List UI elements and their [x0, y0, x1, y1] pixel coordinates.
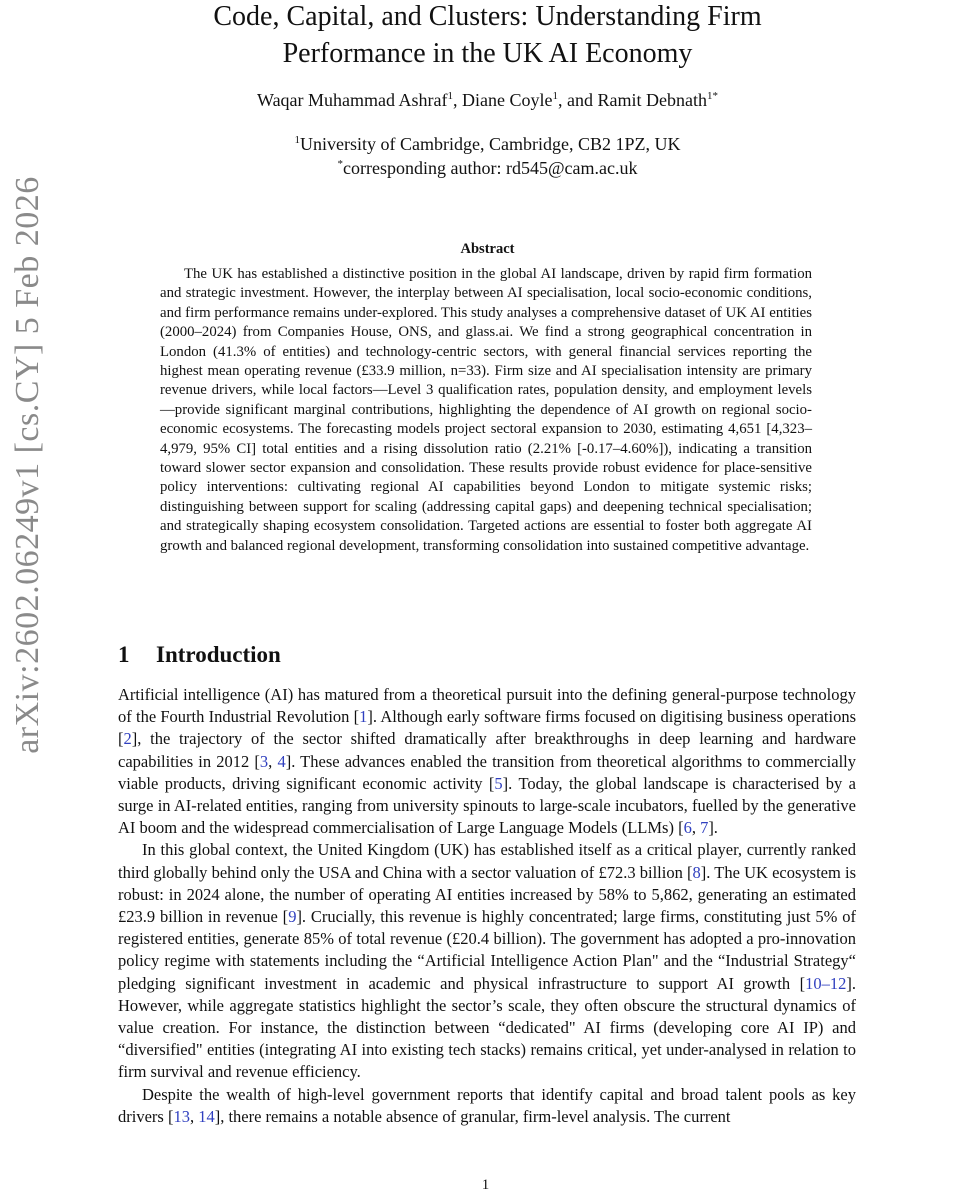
paragraph-text: ]. These advances enabled the transition from theoretical algorithms to commercially viable products, driving significant economic activity [: [118, 751, 857, 793]
citation-link[interactable]: 4: [277, 751, 286, 771]
citation-link[interactable]: 8: [692, 862, 701, 882]
paragraph-text: ], there remains a notable absence of granular, firm-level analysis. The current: [214, 1106, 731, 1126]
citation-link[interactable]: 7: [700, 818, 709, 838]
section-heading: [118, 640, 281, 670]
citation-link[interactable]: 3: [259, 751, 269, 771]
citation-link[interactable]: 9: [288, 907, 297, 927]
paragraph-text: ,: [268, 751, 278, 771]
abstract-text: The UK has established a distinctive position in the global AI landscape, driven by rapid firm formation and strategic investment. However, the interplay between AI specialisation, local socio-economic conditions, and firm performance remains under-explored. This study analyses a comprehensive dataset of UK AI entities (2000–2024) from Companies House, ONS, and glass.ai. We find a strong geographical concentration in London (41.3% of entities) and technology-centric sectors, with general financial services reporting the highest mean operating revenue (£33.9 million, n=33). Firm size and AI specialisation intensity are primary revenue drivers, while local factors—Level 3 qualification rates, population density, and employment levels—provide significant marginal contributions, highlighting the dependence of AI growth on regional socio-economic ecosystems. The forecasting models project sectoral expansion to 2030, estimating 4,651 [4,323–4,979, 95% CI] total entities and a rising dissolution ratio (2.21% [-0.17–4.60%]), indicating a transition toward slower sector expansion and consolidation. These results provide robust evidence for place-sensitive policy interventions: cultivating regional AI capabilities beyond London to mitigate systemic risks; distinguishing between support for scaling (addressing capital gaps) and deepening technical specialisation; and strategically shaping ecosystem consolidation. Targeted actions are essential to foster both aggregate AI growth and balanced regional development, transforming consolidation into sustained competitive advantage.: [160, 266, 812, 554]
paragraph-text: ].: [708, 818, 718, 838]
arxiv-identifier: arXiv:2602.06249v1 [cs.CY] 5 Feb 2026: [9, 176, 46, 754]
abstract-heading: Abstract: [460, 241, 515, 257]
citation-link[interactable]: 1: [359, 707, 368, 727]
author-name: Diane Coyle: [462, 90, 553, 110]
author-affiliation-mark: 1: [447, 90, 454, 102]
section-title-text: Introduction: [156, 642, 281, 667]
corresponding-author-text: corresponding author: rd545@cam.ac.uk: [343, 158, 638, 178]
affiliation-text: University of Cambridge, Cambridge, CB2 1PZ, UK: [300, 134, 681, 154]
paragraph-text: ]. The UK ecosystem is robust: in 2024 alone, the number of operating AI entities increased by 58% to 5,862, generating an estimated £23.9 billion in revenue [: [118, 862, 856, 927]
author-name: Waqar Muhammad Ashraf: [257, 90, 448, 110]
paragraph-text: ,: [691, 818, 701, 838]
paragraph-text: In this global context, the United Kingdom (UK) has established itself as a critical player, currently ranked third globally behind only the USA and China with a sector valuation of £72.3 billion [: [118, 840, 856, 882]
affiliation-line: [120, 132, 855, 156]
citation-link[interactable]: 2: [123, 729, 132, 749]
paragraph-text: ]. Today, the global landscape is characterised by a surge in AI-related entities, ranging from university spinouts to large-scale incubators, fuelled by the generative AI boom and the widespread commercialisation of Large Language Models (LLMs) [: [118, 773, 856, 838]
page-number: 1: [481, 1177, 490, 1193]
paragraph-text: ], the trajectory of the sector shifted dramatically after breakthroughs in deep learning and hardware capabilities in 2012 [: [118, 729, 856, 771]
affiliation-mark: 1: [294, 134, 301, 146]
affiliation-block: [120, 132, 855, 180]
author-name: Ramit Debnath: [597, 90, 707, 110]
citation-link[interactable]: 14: [198, 1106, 215, 1126]
paper-title-line-1: Code, Capital, and Clusters: Understanding Firm: [213, 1, 762, 32]
author-separator: , and: [558, 90, 598, 110]
paragraph: [118, 1084, 856, 1128]
author-affiliation-mark: 1*: [706, 90, 718, 102]
citation-link[interactable]: 10–12: [805, 973, 847, 993]
citation-link[interactable]: 5: [494, 773, 503, 793]
paragraph-text: ]. However, while aggregate statistics highlight the sector’s scale, they often obscure the structural dynamics of value creation. For instance, the distinction between “dedicated" AI firms (developing core AI IP) and “diversified" entities (integrating AI into existing tech stacks) remains critical, yet under-analysed in relation to firm survival and revenue efficiency.: [118, 973, 856, 1082]
paragraph: [118, 684, 856, 839]
paragraph: [118, 839, 856, 1083]
paragraph-text: ,: [189, 1106, 199, 1126]
paper-title-line-2: Performance in the UK AI Economy: [282, 38, 693, 69]
author-separator: ,: [453, 90, 463, 110]
paragraph-text: ]. Crucially, this revenue is highly concentrated; large firms, constituting just 5% of registered entities, generate 85% of total revenue (£20.4 billion). The government has adopted a pro-innovation policy regime with statements including the “Artificial Intelligence Action Plan" and the “Industrial Strategy“ pledging significant investment in academic and physical infrastructure to support AI growth [: [118, 907, 856, 993]
corresponding-mark: *: [337, 158, 343, 170]
paragraph-text: Despite the wealth of high-level government reports that identify capital and broad talent pools as key drivers [: [118, 1084, 856, 1126]
citation-link[interactable]: 6: [683, 818, 692, 838]
section-number: 1: [118, 642, 130, 667]
paragraph-text: Artificial intelligence (AI) has matured from a theoretical pursuit into the defining general-purpose technology of the Fourth Industrial Revolution [: [118, 685, 856, 727]
author-list: [120, 88, 855, 112]
introduction-body: [118, 684, 856, 1128]
author-affiliation-mark: 1: [552, 90, 558, 102]
paragraph-text: ]. Although early software firms focused on digitising business operations [: [118, 707, 856, 749]
citation-link[interactable]: 13: [173, 1106, 190, 1126]
arxiv-side-stamp: [8, 176, 48, 754]
paper-title: [120, 0, 855, 72]
corresponding-author-line: [120, 156, 855, 180]
